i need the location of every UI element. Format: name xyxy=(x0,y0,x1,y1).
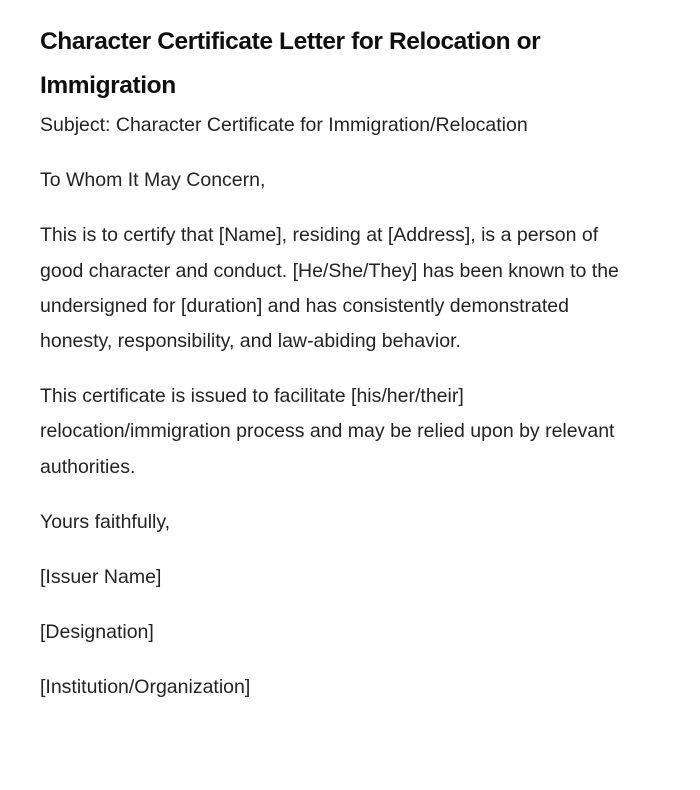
issuer-name: [Issuer Name] xyxy=(40,566,162,589)
closing-line: Yours faithfully, xyxy=(40,510,171,533)
body-paragraph-purpose: This certificate is issued to facilitate [his/her/their] relocation/immigration process and may be relied upon by relevant authorities. xyxy=(40,385,615,478)
certificate-document xyxy=(40,20,640,726)
issuer-designation: [Designation] xyxy=(40,621,154,644)
salutation: To Whom It May Concern, xyxy=(40,169,266,192)
subject-line: Subject: Character Certificate for Immigration/Relocation xyxy=(40,114,528,136)
issuer-institution: [Institution/Organization] xyxy=(40,676,251,699)
body-paragraph-certification: This is to certify that [Name], residing at [Address], is a person of good character and conduct. [He/She/They] has been known to the undersigned for [duration] and has consistently demonstrated honesty, responsibility, and law-abiding behavior. xyxy=(40,224,619,353)
document-title: Character Certificate Letter for Relocation or Immigration xyxy=(40,28,541,99)
